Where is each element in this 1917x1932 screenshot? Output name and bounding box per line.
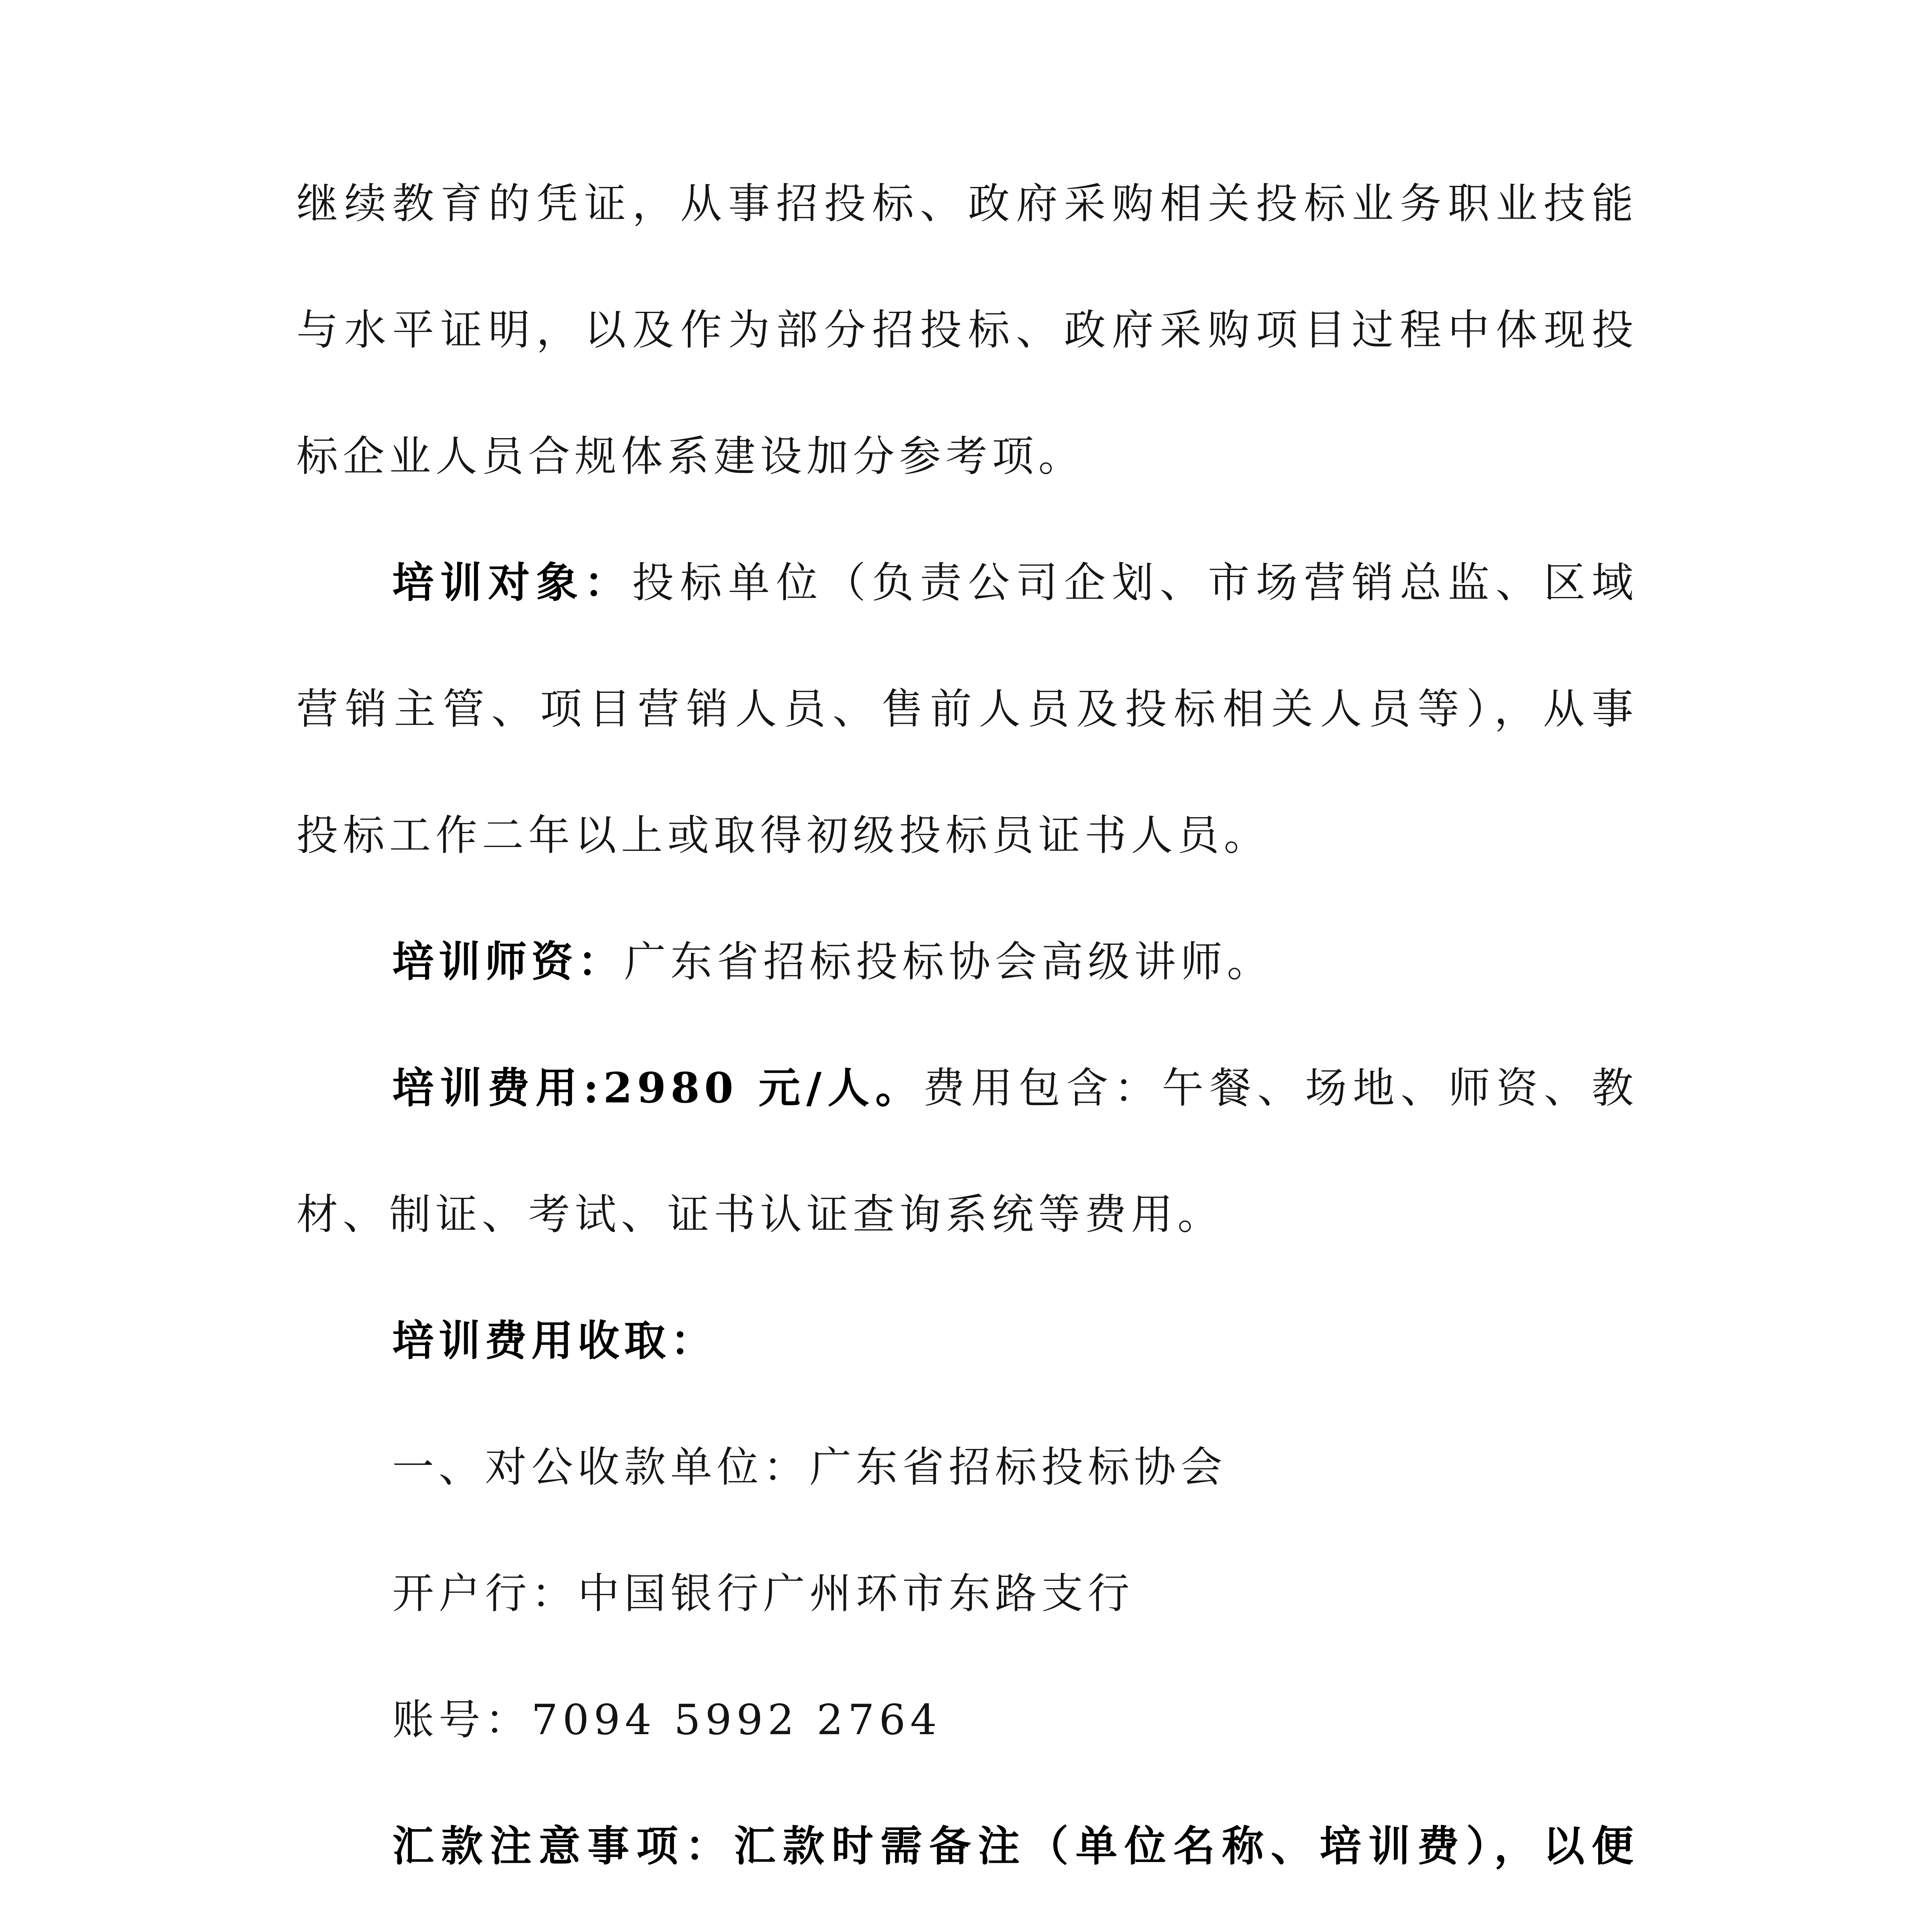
line-text: 投标单位（负责公司企划、市场营销总监、区域 [632,559,1638,607]
training-fee-label: 培训费用:2980 元/人。 [392,1064,923,1112]
line-text: 继续教育的凭证，从事招投标、政府采购相关投标业务职业技能 [296,180,1638,228]
line-text: 广东省招标投标协会高级讲师。 [624,938,1274,986]
training-target-label: 培训对象： [392,558,632,607]
line-text: 投标工作二年以上或取得初级投标员证书人员。 [296,811,1271,860]
account-number-line [296,1657,1638,1783]
remittance-notice-line [296,1783,1638,1910]
payee-line [296,1404,1638,1531]
document-body [296,141,1638,1932]
line-text: 开户行：中国银行广州环市东路支行 [392,1570,1135,1618]
line-text: 标企业人员合规体系建设加分参考项。 [296,432,1085,481]
remittance-notice-text: 汇款注意事项：汇款时需备注（单位名称、培训费），以便 [392,1822,1638,1871]
line-text: 费用包含：午餐、场地、师资、教 [923,1064,1638,1112]
text-line [296,646,1638,772]
remittance-notice-line [296,1910,1638,1932]
line-text: 营销主管、项目营销人员、售前人员及投标相关人员等），从事 [296,685,1638,733]
training-target-line [296,520,1638,646]
line-text: 材、制证、考试、证书认证查询系统等费用。 [296,1190,1224,1239]
bank-line [296,1531,1638,1657]
line-text: 与水平证明，以及作为部分招投标、政府采购项目过程中体现投 [296,306,1638,354]
fee-collection-heading [296,1278,1638,1404]
training-teacher-label: 培训师资： [392,937,624,986]
text-line [296,141,1638,267]
text-line [296,393,1638,520]
section-heading: 培训费用收取： [392,1316,717,1365]
line-text: 账号：7094 5992 2764 [392,1696,942,1744]
training-fee-line [296,1025,1638,1151]
text-line [296,267,1638,393]
line-text: 一、对公收款单位：广东省招标投标协会 [392,1443,1227,1492]
training-teacher-line [296,899,1638,1025]
text-line [296,1151,1638,1278]
text-line [296,772,1638,899]
